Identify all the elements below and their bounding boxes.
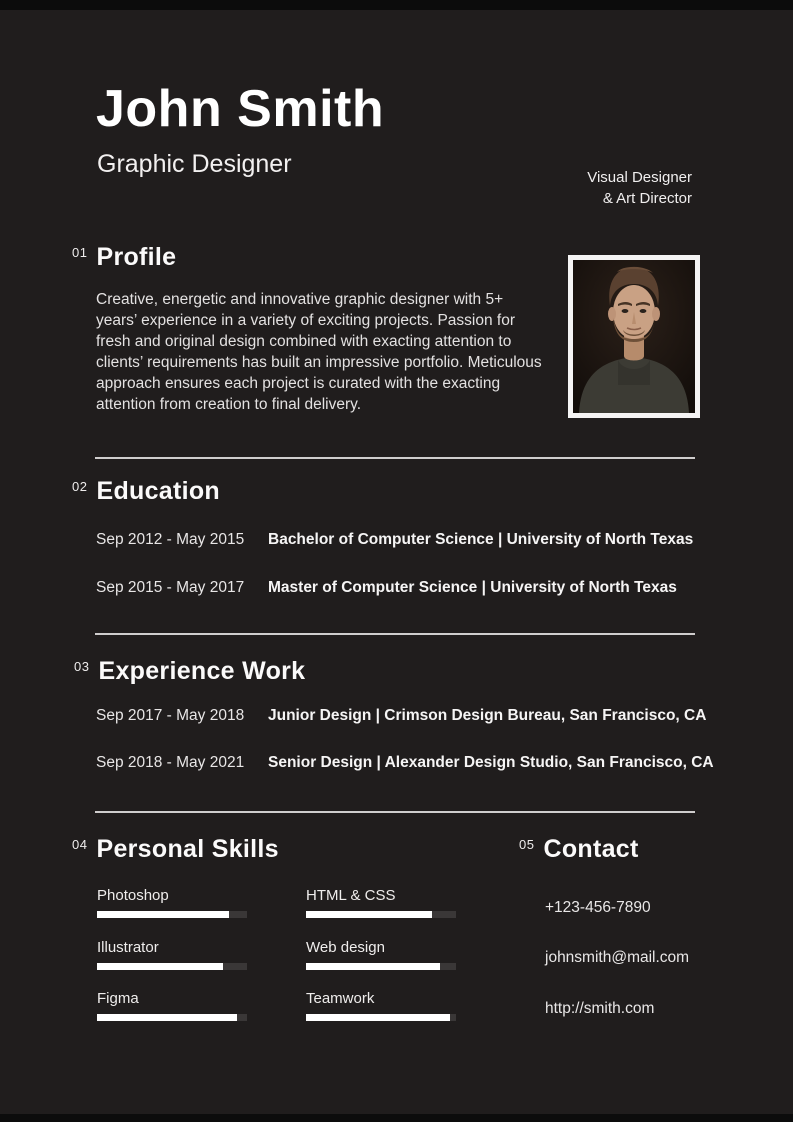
skill-item bbox=[97, 887, 247, 918]
experience-description: Senior Design | Alexander Design Studio, San Francisco, CA bbox=[268, 754, 714, 771]
divider bbox=[95, 633, 695, 635]
skill-label: Figma bbox=[97, 990, 139, 1007]
education-description: Bachelor of Computer Science | University of North Texas bbox=[268, 531, 694, 548]
skill-bar-track bbox=[97, 1014, 247, 1021]
contact-phone[interactable]: +123-456-7890 bbox=[545, 899, 651, 916]
skill-label: Photoshop bbox=[97, 887, 169, 904]
section-profile-header bbox=[72, 243, 176, 271]
skill-item bbox=[306, 939, 456, 970]
tagline-line2: & Art Director bbox=[602, 190, 692, 207]
skill-bar-fill bbox=[97, 963, 223, 970]
skill-label: Teamwork bbox=[306, 990, 375, 1007]
skill-bar-track bbox=[306, 963, 456, 970]
education-dates: Sep 2012 - May 2015 bbox=[96, 531, 245, 548]
skill-bar-fill bbox=[306, 1014, 450, 1021]
portrait-photo bbox=[568, 255, 700, 418]
skill-bar-track bbox=[97, 911, 247, 918]
education-row bbox=[96, 531, 693, 549]
tagline bbox=[587, 167, 692, 209]
skill-item bbox=[97, 939, 247, 970]
section-title-profile: Profile bbox=[96, 243, 177, 271]
job-title: Graphic Designer bbox=[97, 150, 292, 178]
skill-bar-fill bbox=[97, 1014, 237, 1021]
skill-label: Web design bbox=[306, 939, 385, 956]
education-row bbox=[96, 579, 677, 597]
experience-row bbox=[96, 754, 714, 772]
experience-dates: Sep 2017 - May 2018 bbox=[96, 707, 245, 724]
education-description: Master of Computer Science | University of North Texas bbox=[268, 579, 677, 596]
skill-bar-fill bbox=[306, 963, 440, 970]
section-title-contact: Contact bbox=[543, 835, 639, 863]
skill-bar-track bbox=[306, 911, 456, 918]
skill-label: Illustrator bbox=[97, 939, 159, 956]
skill-bar-track bbox=[97, 963, 247, 970]
bottom-frame-strip bbox=[0, 1114, 793, 1122]
section-number: 04 bbox=[72, 837, 88, 852]
section-number: 03 bbox=[74, 659, 90, 674]
section-number: 01 bbox=[72, 245, 88, 260]
contact-email[interactable]: johnsmith@mail.com bbox=[545, 949, 690, 966]
divider bbox=[95, 811, 695, 813]
experience-description: Junior Design | Crimson Design Bureau, San Francisco, CA bbox=[268, 707, 707, 724]
section-skills-header bbox=[72, 835, 279, 863]
section-title-skills: Personal Skills bbox=[96, 835, 279, 863]
skill-label: HTML & CSS bbox=[306, 887, 396, 904]
skill-item bbox=[97, 990, 247, 1021]
person-name: John Smith bbox=[96, 80, 385, 138]
contact-website[interactable]: http://smith.com bbox=[545, 1000, 655, 1017]
skill-item bbox=[306, 887, 456, 918]
section-contact-header bbox=[519, 835, 639, 863]
section-experience-header bbox=[74, 657, 305, 685]
experience-row bbox=[96, 707, 706, 725]
skill-bar-fill bbox=[97, 911, 229, 918]
skill-bar-fill bbox=[306, 911, 432, 918]
tagline-line1: Visual Designer bbox=[587, 169, 692, 186]
section-number: 02 bbox=[72, 479, 88, 494]
section-title-education: Education bbox=[96, 477, 221, 505]
top-frame-strip bbox=[0, 0, 793, 10]
section-education-header bbox=[72, 477, 220, 505]
profile-paragraph: Creative, energetic and innovative graphic designer with 5+ years’ experience in a variety of exciting projects. Passion for fresh and original design combined with exacting attention to clients’ requirements has built an impressive portfolio. Meticulous approach ensures each project is curated with the exacting attention from creation to final delivery. bbox=[96, 291, 542, 413]
experience-dates: Sep 2018 - May 2021 bbox=[96, 754, 245, 771]
skill-bar-track bbox=[306, 1014, 456, 1021]
divider bbox=[95, 457, 695, 459]
skill-item bbox=[306, 990, 456, 1021]
education-dates: Sep 2015 - May 2017 bbox=[96, 579, 245, 596]
section-number: 05 bbox=[519, 837, 535, 852]
section-title-experience: Experience Work bbox=[98, 657, 306, 685]
portrait-illustration bbox=[573, 260, 695, 413]
